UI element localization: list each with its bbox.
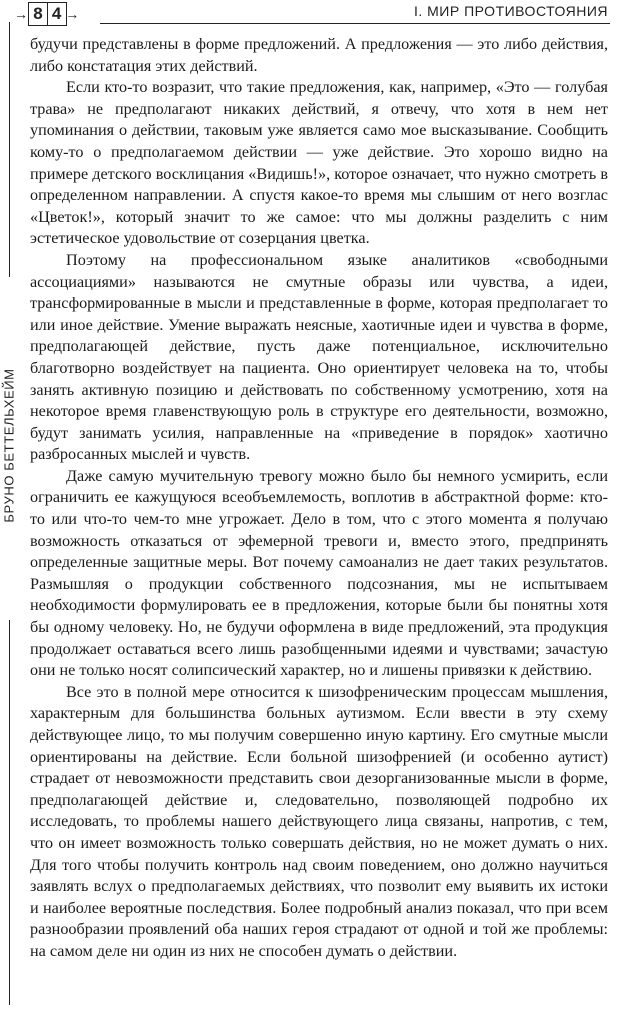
body-text — [30, 34, 608, 963]
running-head: I. МИР ПРОТИВОСТОЯНИЯ — [413, 3, 608, 19]
arrow-right-icon: → — [65, 6, 80, 22]
paragraph: Даже самую мучительную тревогу можно было бы немного усмирить, если ограничить ее кажущуюся всеобъемлемость, воплотив в абстрактной форме: кто-то или что-то чем-то мне угрожает. Дело в том, что с этого момента я получаю возможность отказаться от эфемерной тревоги и, вместо этого, предпринять определенные защитные меры. Вот почему самоанализ не дает таких результатов. Размышляя о продукции собственного подсознания, мы не испытываем необходимости формулировать ее в предложения, которые были бы понятны хотя бы одному человеку. Но, не будучи оформлена в виде предложений, эта продукция продолжает оставаться всего лишь разобщенными идеями и чувствами; зачастую они не только носят солипсический характер, но и лишены привязки к действию. — [30, 466, 608, 680]
header-rule — [100, 23, 610, 24]
author-name: БРУНО БЕТТЕЛЬХЕЙМ — [1, 367, 17, 523]
page-number — [14, 2, 79, 26]
paragraph: Все это в полной мере относится к шизофреническим процессам мышления, характерным для большинства больных аутизмом. Если ввести в эту схему действующее лицо, то мы получим совершенно иную картину. Его смутные мысли ориентированы на действие. Если больной шизофренией (и особенно аутист) страдает от невозможности представить свои дезорганизованные мысли в форме, предполагающей действие и, следовательно, позволяющей подробно их исследовать, то проблемы нашего действующего лица связаны, напротив, с тем, что он имеет возможность только совершать действия, но не может думать о них. Для того чтобы получить контроль над своим поведением, оно должно научиться заявлять вслух о предполагаемых действиях, что позволит ему выявить их истоки и наиболее вероятные последствия. Более подробный анализ показал, что при всем разнообразии проявлений оба наших героя страдают от одной и той же проблемы: на самом деле ни один из них не способен думать о действии. — [30, 682, 608, 960]
paragraph: Поэтому на профессиональном языке аналитиков «свободными ассоциациями» называются не смутные образы или чувства, а идеи, трансформированные в мысли и представленные в форме, которая предполагает то или иное действие. Умение выражать неясные, хаотичные идеи и чувства в форме, предполагающей действие, пусть даже потенциальное, исключительно благотворно воздействует на пациента. Оно ориентирует человека на то, чтобы занять активную позицию и действовать по собственному усмотрению, хотя на некоторое время главенствующую роль в структуре его деятельности, возможно, будут занимать усилия, направленные на «приведение в порядок» хаотично разбросанных мыслей и чувств. — [30, 250, 608, 464]
paragraph: Если кто-то возразит, что такие предложения, как, например, «Это — голубая трава» не предполагают никаких действий, я отвечу, что хотя в нем нет упоминания о действии, таковым уже является само мое высказывание. Сообщить кому-то о предполагаемом действии — уже действие. Это хорошо видно на примере детского восклицания «Видишь!», которое означает, что нужно смотреть в определенном направлении. А спустя какое-то время мы слышим от него возглас «Цветок!», который значит то же самое: что мы должны разделить с ним эстетическое удовольствие от созерцания цветка. — [30, 78, 608, 248]
page-number-digit: 8 — [28, 2, 48, 26]
side-rule-bottom — [9, 620, 10, 1005]
page-number-digit: 4 — [47, 2, 67, 26]
arrow-right-icon: → — [14, 6, 28, 22]
side-author-label — [0, 280, 18, 610]
side-rule-top — [9, 22, 10, 277]
paragraph: будучи представлены в форме предложений. А предложения — это либо действия, либо констатация этих действий. — [30, 35, 608, 75]
